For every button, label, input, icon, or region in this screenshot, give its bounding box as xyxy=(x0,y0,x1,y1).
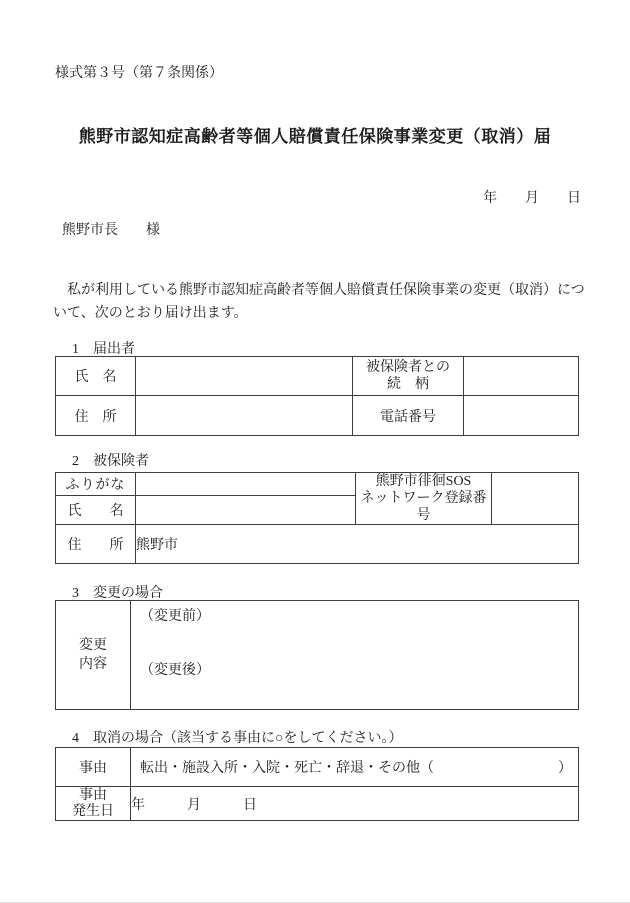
change-label-line-1: 変更 xyxy=(79,638,107,653)
sos-number-field xyxy=(492,473,579,525)
reason-date-label-line-2: 発生日 xyxy=(72,803,114,819)
reason-options-cell xyxy=(131,748,579,787)
furigana-field xyxy=(136,473,356,496)
relation-label-line-1: 被保険者との xyxy=(366,360,450,375)
change-row xyxy=(56,601,579,710)
applicant-address-row xyxy=(56,396,579,436)
sos-label-line-2: ネットワーク登録番号 xyxy=(360,491,487,523)
form-number: 様式第３号（第７条関係） xyxy=(55,66,223,81)
applicant-name-row xyxy=(56,357,579,396)
insured-table xyxy=(55,472,579,564)
change-content-cell xyxy=(131,601,579,710)
change-after-label: （変更後） xyxy=(140,663,210,678)
applicant-table xyxy=(55,356,579,436)
applicant-name-label: 氏 名 xyxy=(56,357,136,396)
change-before-label: （変更前） xyxy=(140,609,210,624)
relation-label-line-2: 続 柄 xyxy=(387,377,429,392)
reason-options-text: 転出・施設入所・入院・死亡・辞退・その他（ xyxy=(140,761,434,776)
sos-number-label xyxy=(356,473,492,525)
cancel-table xyxy=(55,747,579,821)
insured-address-row xyxy=(56,525,579,564)
intro-line-2: いて、次のとおり届け出ます。 xyxy=(53,305,248,321)
cancel-reason-row xyxy=(56,748,579,787)
reason-date-label xyxy=(56,787,131,821)
reason-label: 事由 xyxy=(56,748,131,787)
reason-close-paren: ） xyxy=(558,761,572,776)
phone-field xyxy=(464,396,579,436)
furigana-label: ふりがな xyxy=(56,473,136,496)
sos-label-line-1: 熊野市徘徊SOS xyxy=(375,474,472,489)
change-table xyxy=(55,600,579,710)
applicant-address-field xyxy=(136,396,353,436)
addressee: 熊野市長 様 xyxy=(62,223,160,238)
change-label xyxy=(56,601,131,710)
applicant-address-label: 住 所 xyxy=(56,396,136,436)
insured-address-value: 熊野市 xyxy=(136,525,579,564)
cancel-date-row xyxy=(56,787,579,821)
date-line: 年 月 日 xyxy=(483,191,581,206)
insured-furigana-row xyxy=(56,473,579,496)
change-label-line-2: 内容 xyxy=(79,657,107,672)
intro-paragraph xyxy=(53,280,593,325)
section-1-heading: 1 届出者 xyxy=(72,342,135,357)
document-title: 熊野市認知症高齢者等個人賠償責任保険事業変更（取消）届 xyxy=(78,127,552,146)
reason-date-label-line-1: 事由 xyxy=(79,787,107,803)
section-4-heading: 4 取消の場合（該当する事由に○をしてください。） xyxy=(72,731,403,746)
insured-name-field xyxy=(136,496,356,525)
relation-label xyxy=(353,357,464,396)
applicant-name-field xyxy=(136,357,353,396)
phone-label: 電話番号 xyxy=(353,396,464,436)
insured-address-label: 住 所 xyxy=(56,525,136,564)
section-2-heading: 2 被保険者 xyxy=(72,454,149,469)
section-3-heading: 3 変更の場合 xyxy=(72,586,163,601)
reason-date-value: 年 月 日 xyxy=(131,787,579,821)
intro-line-1: 私が利用している熊野市認知症高齢者等個人賠償責任保険事業の変更（取消）につ xyxy=(53,283,585,298)
relation-field xyxy=(464,357,579,396)
insured-name-label: 氏 名 xyxy=(56,496,136,525)
